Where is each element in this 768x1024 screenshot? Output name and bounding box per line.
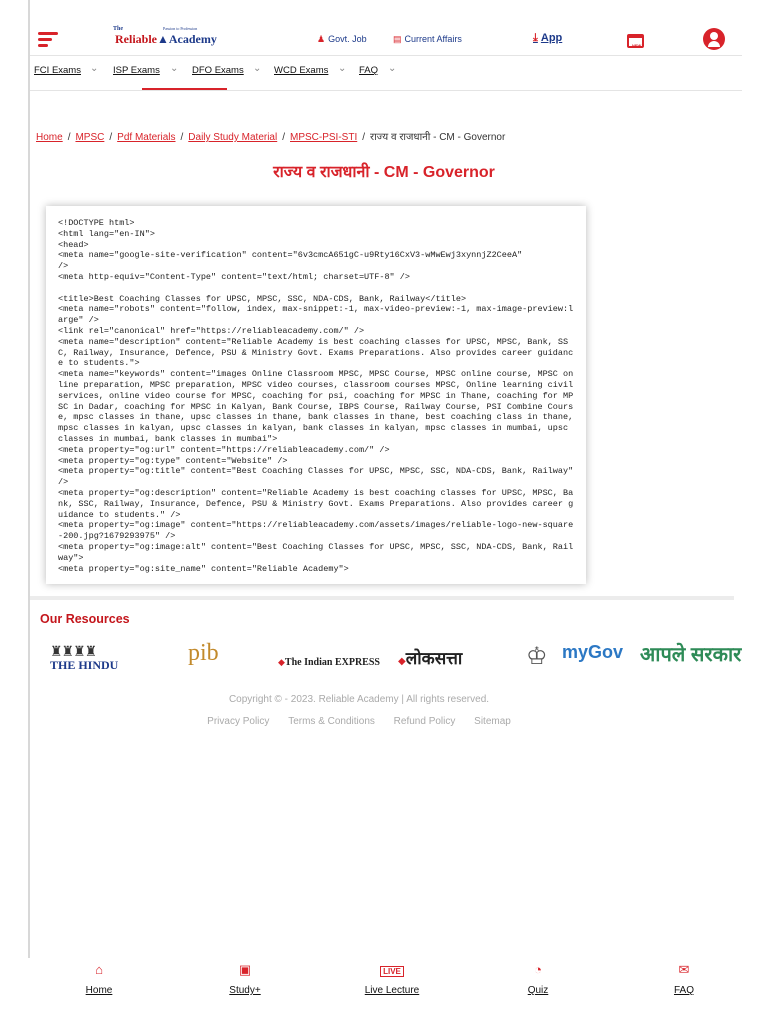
bottom-nav-quiz[interactable]: ◔ Quiz [498, 962, 578, 996]
footer-links [0, 716, 718, 727]
document-viewer[interactable] [46, 206, 586, 584]
footer-link-refund[interactable]: Refund Policy [393, 716, 456, 727]
breadcrumb: Home / MPSC / Pdf Materials / Daily Study Material / MPSC-PSI-STI / राज्य व राजधानी - CM - Governor [36, 132, 506, 143]
download-icon: ⤓ [533, 32, 538, 44]
resource-logo-the-hindu[interactable]: ♜♜♜♜ THE HINDU [50, 643, 119, 672]
breadcrumb-pdf-materials[interactable]: Pdf Materials [117, 132, 176, 143]
nav-govt-job[interactable]: ♟ Govt. Job [317, 34, 367, 44]
bottom-nav-faq[interactable]: ✉ FAQ [644, 962, 724, 996]
tab-fci-exams[interactable]: FCI Exams [34, 65, 81, 76]
bottom-nav-live-lecture[interactable]: LIVE Live Lecture [352, 962, 432, 996]
chevron-down-icon[interactable]: ⌄ [170, 63, 179, 74]
resource-logo-loksatta[interactable]: ◆लोकसत्ता [398, 649, 463, 668]
active-tab-indicator [142, 88, 227, 90]
resources-title: Our Resources [40, 612, 130, 626]
resource-logo-mygov[interactable]: ♔ myGov [526, 642, 623, 670]
user-account-icon[interactable] [703, 28, 725, 50]
logo-emblem-icon: ▲ [157, 32, 169, 46]
nav-app[interactable]: ⤓ App [533, 32, 563, 44]
breadcrumb-mpsc-psi-sti[interactable]: MPSC-PSI-STI [290, 132, 358, 143]
footer-link-privacy[interactable]: Privacy Policy [207, 716, 270, 727]
emblem-icon: ♜♜♜♜ [50, 643, 97, 659]
newspaper-icon: ▤ [393, 34, 402, 44]
faq-chat-icon: ✉ [678, 962, 690, 977]
breadcrumb-home[interactable]: Home [36, 132, 63, 143]
resource-logo-indian-express[interactable]: ◆The Indian EXPRESS [278, 657, 380, 668]
footer-link-terms[interactable]: Terms & Conditions [288, 716, 375, 727]
footer-link-sitemap[interactable]: Sitemap [474, 716, 511, 727]
exam-tabs [30, 57, 742, 91]
home-icon: ⌂ [95, 962, 103, 977]
study-image-icon: ▣ [238, 962, 252, 977]
copyright-text: Copyright © - 2023. Reliable Academy | All rights reserved. [228, 694, 490, 705]
tab-wcd-exams[interactable]: WCD Exams [274, 65, 329, 76]
chevron-down-icon[interactable]: ⌄ [90, 63, 99, 74]
tab-dfo-exams[interactable]: DFO Exams [192, 65, 244, 76]
diamond-icon: ◆ [398, 656, 406, 667]
resource-logo-aaple-sarkar[interactable]: आपले सरकार [640, 644, 742, 666]
breadcrumb-mpsc[interactable]: MPSC [75, 132, 105, 143]
hamburger-menu-icon[interactable] [38, 32, 58, 48]
tab-faq[interactable]: FAQ [359, 65, 379, 76]
tab-isp-exams[interactable]: ISP Exams [113, 65, 160, 76]
document-source-text: <!DOCTYPE html> <html lang="en-IN"> <head> <meta name="google-site-verification" content="6v3cmcA651gC-u9Rty16CxV3-wMwEwj3xynnjZ2CeeA" /> <meta http-equiv="Content-Type" content="text/html; charset=UTF-8" /> <title>Best Coaching Classes for UPSC, MPSC, SSC, NDA-CDS, Bank, Railway</title> <meta name="robots" content="follow, index, max-snippet:-1, max-video-preview:-1, max-image-preview:large" /> <link rel="canonical" href="https://reliableacademy.com/" /> <meta name="description" content="Reliable Academy is best coaching classes for UPSC, MPSC, Bank, SSC, Railway, Insurance, Defence, PSU & Ministry Govt. Exams Preparations. Also provides career guidance to students."> <meta name="keywords" content="images Online Classroom MPSC, MPSC Course, MPSC online course, MPSC online preparation, MPSC preparation, MPSC video courses, classroom courses MPSC, Online learning civil services, online video course for MPSC, coaching for psi, coaching for MPSC in Thane, coaching for MPSC in Dadar, coaching for MPSC in Kalyan, Bank Course, IBPS Course, Railway Course, PSI Combine Course, mpsc classes in thane, upsc classes in thane, bank classes in thane, best coaching class in thane, mpsc classes in kalyan, upsc classes in kalyan, bank classes in kalyan, mpsc classes in mumbai, upsc classes in mumbai, bank classes in mumbai"> <meta property="og:url" content="https://reliableacademy.com/" /> <meta property="og:type" content="Website" /> <meta property="og:title" content="Best Coaching Classes for UPSC, MPSC, SSC, NDA-CDS, Bank, Railway" /> <meta property="og:description" content="Reliable Academy is best coaching classes for UPSC, MPSC, Bank, SSC, Railway, Insurance, Defence, PSU & Ministry Govt. Exams Preparations. Also provides career guidance to students." /> <meta property="og:image" content="https://reliableacademy.com/assets/images/reliable-logo-new-square-200.jpg?1679293975" /> <meta property="og:image:alt" content="Best Coaching Classes for UPSC, MPSC, SSC, NDA-CDS, Bank, Railway"> <meta property="og:site_name" content="Reliable Academy"> [58, 218, 574, 574]
breadcrumb-daily-study-material[interactable]: Daily Study Material [188, 132, 278, 143]
diamond-icon: ◆ [278, 657, 285, 667]
nav-current-affairs[interactable]: ▤ Current Affairs [393, 34, 462, 44]
left-rule [28, 0, 30, 958]
calendar-new-badge: NEW [632, 43, 642, 48]
top-header [30, 18, 742, 56]
bottom-nav-study[interactable]: ▣ Study+ [205, 962, 285, 996]
resource-logo-pib[interactable]: pib [188, 640, 219, 666]
ashoka-emblem-icon: ♔ [526, 643, 548, 670]
chevron-down-icon[interactable]: ⌄ [338, 63, 347, 74]
bottom-nav-home[interactable]: ⌂ Home [59, 962, 139, 996]
officer-icon: ♟ [317, 34, 326, 44]
breadcrumb-current: राज्य व राजधानी - CM - Governor [370, 132, 506, 143]
live-broadcast-icon: LIVE [352, 962, 432, 982]
page-title: राज्य व राजधानी - CM - Governor [273, 164, 495, 181]
section-divider [30, 596, 734, 600]
site-logo[interactable]: The Passion to Profession Reliable▲Academy [113, 26, 217, 46]
chevron-down-icon[interactable]: ⌄ [253, 63, 262, 74]
quiz-bubble-icon: ◔ [534, 962, 542, 977]
chevron-down-icon[interactable]: ⌄ [388, 63, 397, 74]
